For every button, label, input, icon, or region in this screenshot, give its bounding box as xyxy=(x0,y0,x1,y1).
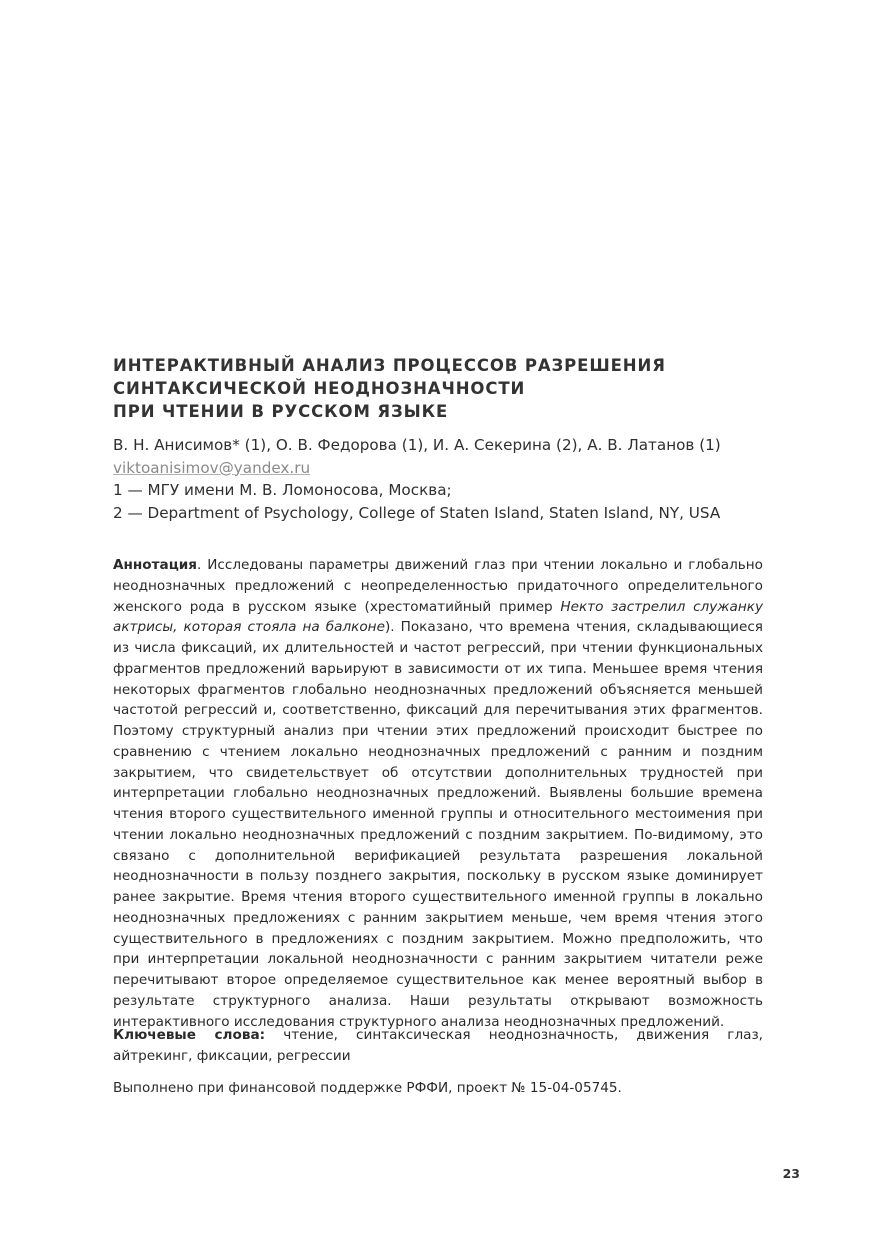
keywords-text: чтение, синтаксическая неоднозначность, движения глаз, айтрекинг, фиксации, регрессии xyxy=(113,1027,764,1064)
title-line-1: ИНТЕРАКТИВНЫЙ АНАЛИЗ ПРОЦЕССОВ РАЗРЕШЕНИЯ xyxy=(113,356,666,375)
title-line-2: СИНТАКСИЧЕСКОЙ НЕОДНОЗНАЧНОСТИ xyxy=(113,379,526,398)
page-number: 23 xyxy=(782,1166,800,1181)
abstract-paragraph xyxy=(113,555,763,1032)
abstract-label: Аннотация xyxy=(113,557,198,573)
author-list: В. Н. Анисимов* (1), О. В. Федорова (1), И. А. Секерина (2), А. В. Латанов (1) xyxy=(113,436,721,454)
affiliation-1: 1 — МГУ имени М. В. Ломоносова, Москва; xyxy=(113,481,452,499)
abstract-text-part-2: ). Показано, что времена чтения, складывающиеся из числа фиксаций, их длительностей и частот регрессий, при чтении функциональных фрагментов предложений варьируют в зависимости от их типа. Меньшее время чтения некоторых фрагментов глобально неоднозначных предложений объясняется меньшей частотой регрессий и, соответственно, фиксаций для перечитывания этих фрагментов. Поэтому структурный анализ при чтении этих предложений происходит быстрее по сравнению с чтением локально неоднозначных предложений с ранним и поздним закрытием, что свидетельствует об отсутствии дополнительных трудностей при интерпретации глобально неоднозначных предложений. Выявлены большие времена чтения второго существительного именной группы и относительного местоимения при чтении локально неоднозначных предложений с поздним закрытием. По-видимому, это связано с дополнительной верификацией результата разрешения локальной неоднозначности в пользу позднего закрытия, поскольку в русском языке доминирует ранее закрытие. Время чтения второго существительного именной группы в локально неоднозначных предложениях с ранним закрытием меньше, чем время чтения этого существительного в предложениях с поздним закрытием. Можно предположить, что при интерпретации локальной неоднозначности с ранним закрытием читатели реже перечитывают второе определяемое существительное как менее вероятный выбор в результате структурного анализа. Наши результаты открывают возможность интерактивного исследования структурного анализа неоднозначных предложений. xyxy=(113,619,763,1030)
author-info xyxy=(113,434,773,524)
keywords-label: Ключевые слова: xyxy=(113,1027,266,1043)
title-line-3: ПРИ ЧТЕНИИ В РУССКОМ ЯЗЫКЕ xyxy=(113,402,449,421)
abstract-example-sentence: Некто застрелил служанку актрисы, которая стояла на балконе xyxy=(113,598,763,636)
funding-note: Выполнено при финансовой поддержке РФФИ, проект № 15-04-05745. xyxy=(113,1080,622,1096)
affiliation-2: 2 — Department of Psychology, College of Staten Island, Staten Island, NY, USA xyxy=(113,503,721,522)
abstract-text-part-1: . Исследованы параметры движений глаз при чтении локально и глобально неоднозначных предложений с неопределенностью придаточного определительного женского рода в русском языке (хрестоматийный пример xyxy=(113,557,763,615)
article-title xyxy=(113,354,773,423)
author-email-link[interactable]: viktoanisimov@yandex.ru xyxy=(113,458,311,477)
keywords-paragraph xyxy=(113,1025,763,1067)
